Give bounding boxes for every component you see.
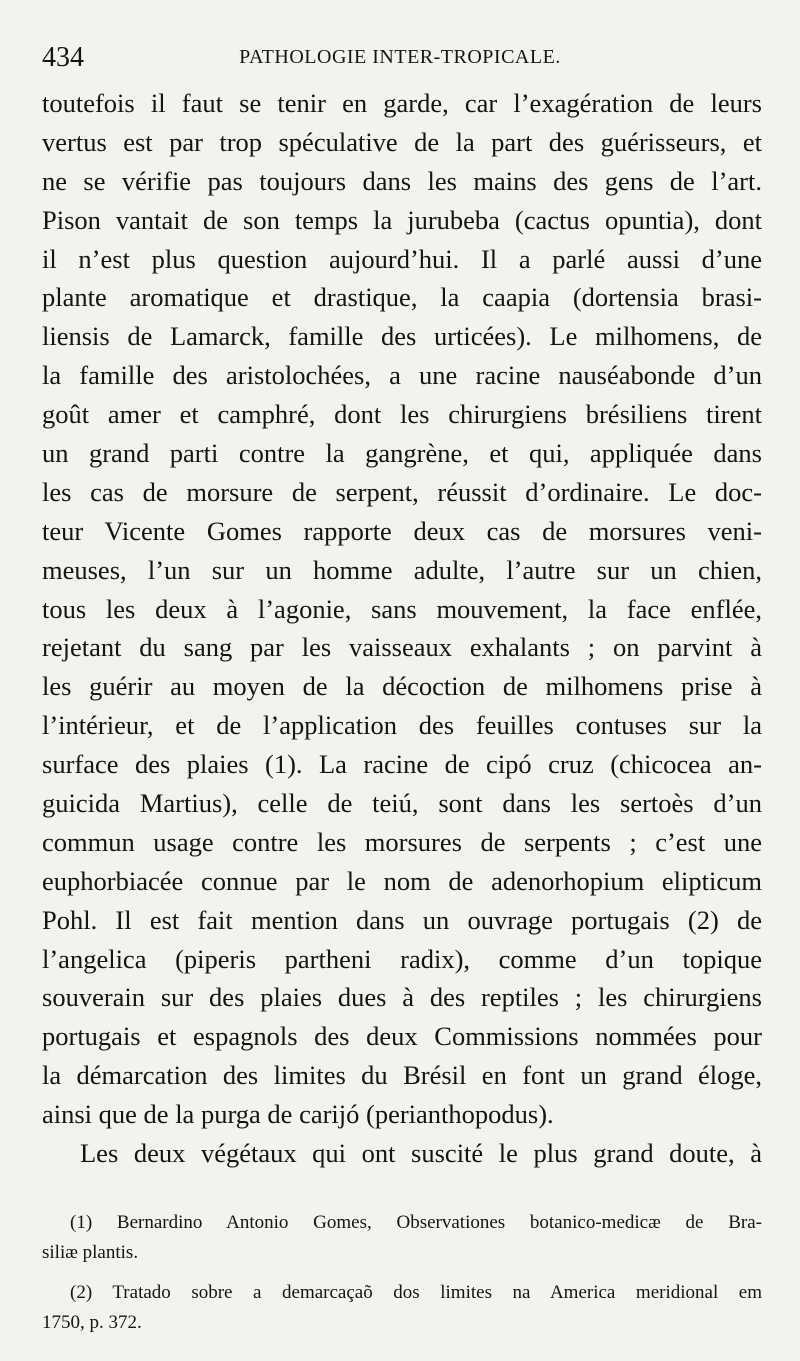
page-header: [40, 38, 760, 78]
page-number: 434: [42, 42, 84, 73]
footnote-1: [42, 1208, 762, 1268]
text-line: souverain sur des plaies dues à des reptiles ; les chirurgiens: [42, 982, 762, 1013]
paragraph-start-line: Les deux végétaux qui ont suscité le plus grand doute, à: [80, 1138, 762, 1169]
text-line: la famille des aristolochées, a une racine nauséabonde d’un: [42, 360, 762, 391]
text-line: les guérir au moyen de la décoction de milhomens prise à: [42, 671, 762, 702]
text-line: un grand parti contre la gangrène, et qui, appliquée dans: [42, 438, 762, 469]
text-line: vertus est par trop spéculative de la part des guérisseurs, et: [42, 126, 762, 157]
text-line: il n’est plus question aujourd’hui. Il a parlé aussi d’une: [42, 243, 762, 274]
footnotes: [42, 1208, 762, 1338]
text-line: teur Vicente Gomes rapporte deux cas de morsures veni-: [42, 515, 762, 546]
text-line: plante aromatique et drastique, la caapia (dortensia brasi-: [42, 282, 762, 313]
text-line: la démarcation des limites du Brésil en font un grand éloge,: [42, 1060, 762, 1091]
text-line: tous les deux à l’agonie, sans mouvement, la face enflée,: [42, 593, 762, 624]
text-line: meuses, l’un sur un homme adulte, l’autre sur un chien,: [42, 554, 762, 585]
text-line: Pohl. Il est fait mention dans un ouvrage portugais (2) de: [42, 904, 762, 935]
footnote-line: siliæ plantis.: [42, 1242, 139, 1263]
text-line: guicida Martius), celle de teiú, sont dans les sertoès d’un: [42, 788, 762, 819]
text-line: l’angelica (piperis partheni radix), comme d’un topique: [42, 943, 762, 974]
text-line: commun usage contre les morsures de serpents ; c’est une: [42, 826, 762, 857]
text-line: ne se vérifie pas toujours dans les mains des gens de l’art.: [42, 165, 762, 196]
text-line: rejetant du sang par les vaisseaux exhalants ; on parvint à: [42, 632, 762, 663]
text-line: ainsi que de la purga de carijó (perianthopodus).: [42, 1099, 554, 1130]
text-line: portugais et espagnols des deux Commissions nommées pour: [42, 1021, 762, 1052]
footnote-line: 1750, p. 372.: [42, 1312, 142, 1333]
footnote-line: (1) Bernardino Antonio Gomes, Observationes botanico-medicæ de Bra-: [70, 1212, 762, 1233]
text-line: liensis de Lamarck, famille des urticées). Le milhomens, de: [42, 321, 762, 352]
body-text: [42, 84, 762, 1173]
text-line: euphorbiacée connue par le nom de adenorhopium elipticum: [42, 865, 762, 896]
running-title: PATHOLOGIE INTER-TROPICALE.: [239, 46, 561, 68]
text-line: toutefois il faut se tenir en garde, car l’exagération de leurs: [42, 88, 762, 118]
text-line: l’intérieur, et de l’application des feuilles contuses sur la: [42, 710, 762, 741]
text-line: les cas de morsure de serpent, réussit d’ordinaire. Le doc-: [42, 476, 762, 507]
footnote-2: [42, 1278, 762, 1338]
text-line: Pison vantait de son temps la jurubeba (cactus opuntia), dont: [42, 204, 762, 235]
text-line: surface des plaies (1). La racine de cipó cruz (chicocea an-: [42, 749, 762, 780]
footnote-line: (2) Tratado sobre a demarcaçaõ dos limites na America meridional em: [70, 1282, 762, 1303]
text-line: goût amer et camphré, dont les chirurgiens brésiliens tirent: [42, 399, 762, 430]
